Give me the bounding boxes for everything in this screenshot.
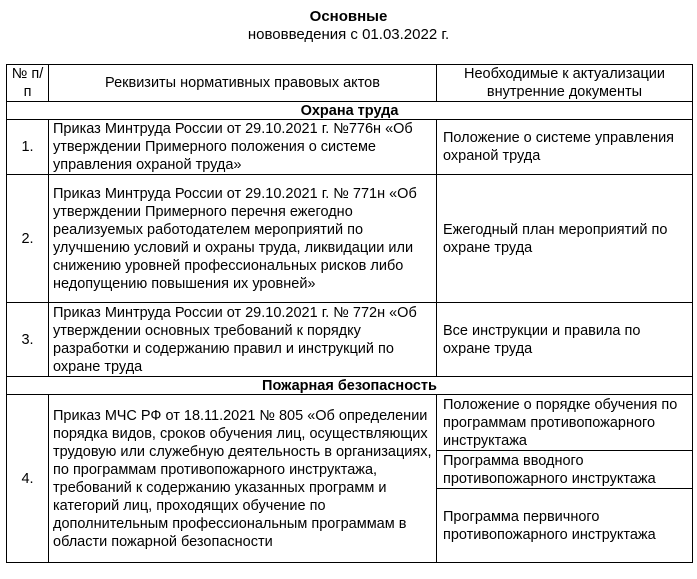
row-act: Приказ Минтруда России от 29.10.2021 г. №776н «Об утверждении Примерного положения о системе управления охраной труда» [49, 120, 437, 175]
regulations-table [6, 64, 693, 563]
title-line-2: нововведения с 01.03.2022 г. [247, 26, 450, 43]
header-requisites: Реквизиты нормативных правовых актов [49, 65, 437, 102]
row-num: 2. [7, 175, 49, 303]
header-docs: Необходимые к актуализации внутренние документы [437, 65, 693, 102]
row-doc: Положение о порядке обучения по программам противопожарного инструктажа [437, 395, 693, 451]
row-act: Приказ МЧС РФ от 18.11.2021 № 805 «Об определении порядка видов, сроков обучения лиц, осуществляющих трудовую или служебную деятельность в организациях, по программам противопожарного инструктажа, требований к содержанию указанных программ и категорий лиц, проходящих обучение по дополнительным профессиональным программам в области пожарной безопасности [49, 395, 437, 563]
table-header-row [7, 65, 693, 102]
row-act: Приказ Минтруда России от 29.10.2021 г. № 772н «Об утверждении основных требований к порядку разработки и содержанию правил и инструкций по охране труда [49, 303, 437, 377]
section-title: Охрана труда [7, 102, 693, 120]
document-title [0, 0, 697, 44]
row-num: 4. [7, 395, 49, 563]
row-doc: Программа первичного противопожарного инструктажа [437, 489, 693, 563]
title-line-1: Основные [309, 8, 388, 25]
row-num: 3. [7, 303, 49, 377]
section-title: Пожарная безопасность [7, 377, 693, 395]
table-row [7, 120, 693, 175]
section-row [7, 102, 693, 120]
table-row [7, 175, 693, 303]
table-row [7, 395, 693, 451]
row-num: 1. [7, 120, 49, 175]
header-num: № п/п [7, 65, 49, 102]
row-doc: Программа вводного противопожарного инструктажа [437, 451, 693, 489]
section-row [7, 377, 693, 395]
row-doc: Положение о системе управления охраной труда [437, 120, 693, 175]
row-doc: Все инструкции и правила по охране труда [437, 303, 693, 377]
table-row [7, 303, 693, 377]
row-act: Приказ Минтруда России от 29.10.2021 г. № 771н «Об утверждении Примерного перечня ежегодно реализуемых работодателем мероприятий по улучшению условий и охраны труда, ликвидации или снижению уровней профессиональных рисков либо недопущению повышения их уровней» [49, 175, 437, 303]
row-doc: Ежегодный план мероприятий по охране труда [437, 175, 693, 303]
